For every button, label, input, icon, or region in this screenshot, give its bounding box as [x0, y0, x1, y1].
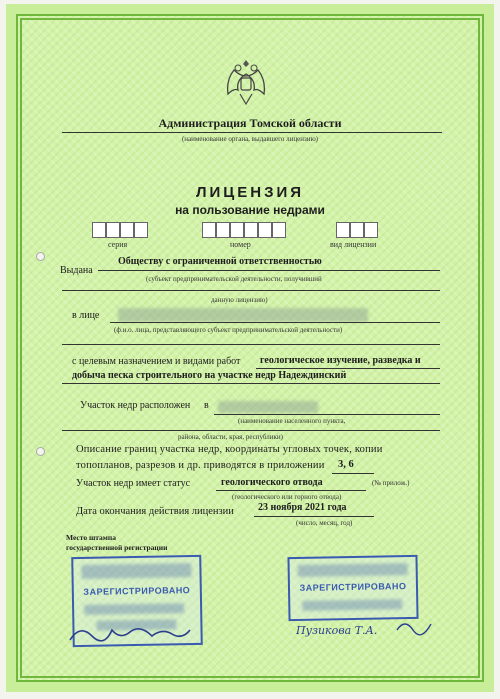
- issued-label: Выдана: [60, 265, 93, 276]
- license-subtitle: на пользование недрами: [175, 203, 325, 217]
- purpose-underline: [256, 368, 440, 369]
- signature-left-icon: [66, 620, 196, 648]
- kind-label: вид лицензии: [330, 240, 377, 249]
- series-box: [134, 222, 148, 238]
- person-underline-2: [62, 344, 440, 345]
- kind-box: [350, 222, 364, 238]
- signature-right: Пузикова Т.А.: [296, 624, 378, 637]
- appendix-underline: [332, 473, 374, 474]
- status-caption: (геологического или горного отвода): [232, 493, 342, 501]
- authority-name: Администрация Томской области: [158, 116, 342, 130]
- status-value: геологического отвода: [221, 477, 323, 488]
- number-box: [272, 222, 286, 238]
- kind-box: [364, 222, 378, 238]
- purpose-value-1: геологическое изучение, разведка и: [260, 355, 421, 366]
- issued-value: Обществу с ограниченной ответственностью: [118, 256, 322, 267]
- location-prefix: в: [204, 400, 209, 411]
- purpose-label: с целевым назначением и видами работ: [72, 356, 241, 367]
- issued-underline: [98, 270, 440, 271]
- status-label: Участок недр имеет статус: [76, 478, 191, 489]
- issued-underline-2: [62, 290, 440, 291]
- authority-underline: [62, 132, 442, 133]
- location-underline-2: [62, 430, 440, 431]
- series-label: серия: [108, 240, 128, 249]
- purpose-underline-2: [62, 383, 440, 384]
- number-box: [230, 222, 244, 238]
- description-line-1: Описание границ участка недр, координаты угловых точек, копии: [76, 444, 383, 455]
- redacted-person: [118, 308, 368, 322]
- expiry-underline: [254, 516, 374, 517]
- description-appendix: 3, 6: [338, 459, 354, 470]
- registration-stamp-right: [287, 555, 418, 621]
- license-document: [6, 4, 494, 692]
- expiry-caption: (число, месяц, год): [296, 519, 353, 527]
- authority-caption: (наименование органа, выдавшего лицензию): [181, 135, 319, 143]
- location-caption-2: района, области, края, республики): [178, 433, 283, 441]
- coat-of-arms-icon: [224, 56, 268, 108]
- location-label: Участок недр расположен: [80, 400, 191, 411]
- number-box: [202, 222, 216, 238]
- description-line-2: топопланов, разрезов и др. приводятся в приложении: [76, 460, 325, 471]
- kind-box: [336, 222, 350, 238]
- expiry-value: 23 ноября 2021 года: [258, 502, 347, 513]
- redacted-stamp-number: [84, 603, 184, 615]
- signature-mark-icon: [394, 616, 434, 638]
- purpose-value-2: добыча песка строительного на участке недр Надеждинский: [72, 370, 347, 381]
- expiry-label: Дата окончания действия лицензии: [76, 506, 234, 517]
- location-caption-1: (наименование населенного пункта,: [238, 417, 346, 425]
- license-title: ЛИЦЕНЗИЯ: [195, 184, 305, 201]
- issued-caption-1: (субъект предпринимательской деятельности, получивший: [146, 275, 322, 283]
- stamp-place-line-1: Место штампа: [66, 533, 116, 542]
- series-box: [120, 222, 134, 238]
- status-appendix-caption: (№ прилож.): [372, 479, 410, 487]
- stamp-right-text: ЗАРЕГИСТРИРОВАНО: [299, 581, 407, 593]
- redacted-stamp-number-right: [302, 599, 402, 611]
- series-box: [92, 222, 106, 238]
- redacted-stamp-header-right: [298, 563, 408, 577]
- stamp-place-line-2: государственной регистрации: [66, 543, 168, 552]
- series-box: [106, 222, 120, 238]
- person-caption: (ф.и.о. лица, представляющего субъект предпринимательской деятельности): [114, 326, 343, 334]
- punch-hole-bottom: [36, 447, 45, 456]
- redacted-stamp-header: [81, 563, 191, 579]
- number-box: [216, 222, 230, 238]
- person-underline: [110, 322, 440, 323]
- number-box: [244, 222, 258, 238]
- stamp-left-text: ЗАРЕГИСТРИРОВАНО: [83, 585, 191, 597]
- punch-hole-top: [36, 252, 45, 261]
- number-label: номер: [230, 240, 251, 249]
- location-underline: [214, 414, 440, 415]
- number-box: [258, 222, 272, 238]
- issued-caption-2: данную лицензию): [211, 296, 268, 304]
- status-underline: [216, 490, 366, 491]
- redacted-location: [218, 401, 318, 413]
- person-label: в лице: [72, 310, 100, 321]
